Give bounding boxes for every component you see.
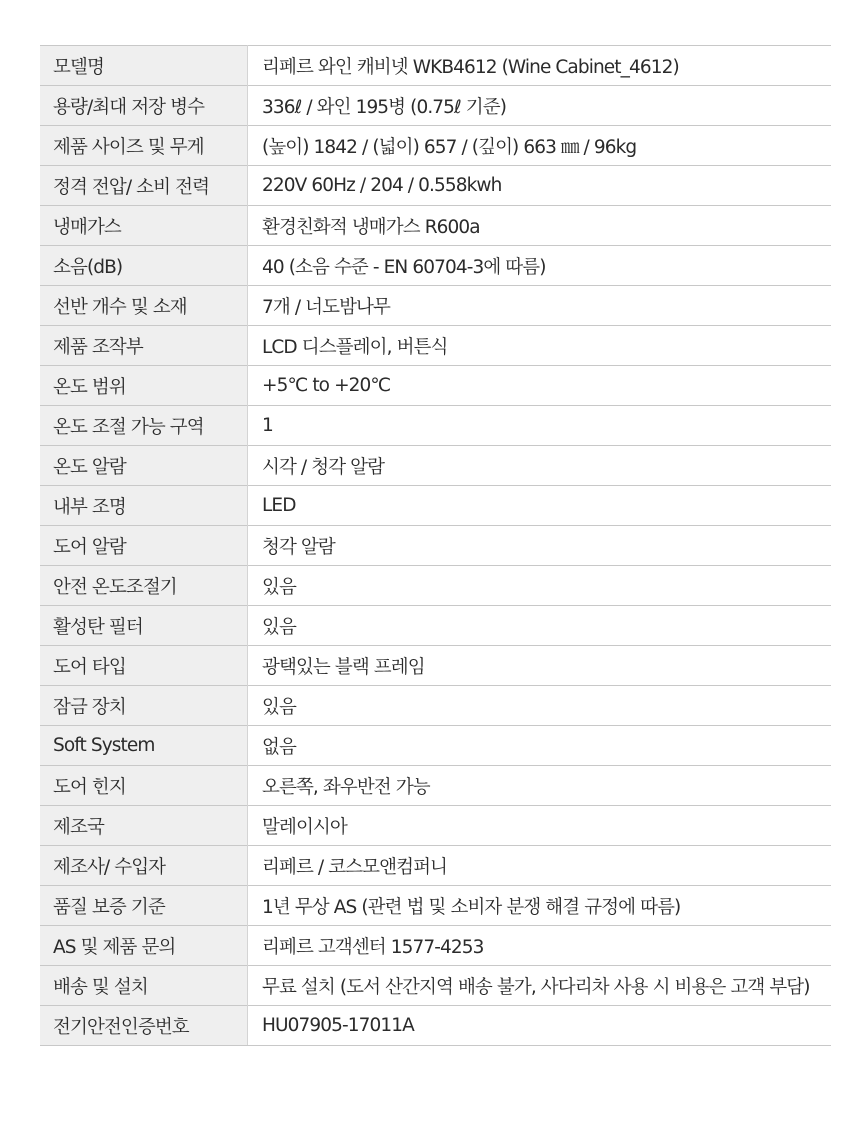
spec-label: 온도 조절 가능 구역 [40,406,248,446]
spec-value: 있음 [248,686,832,726]
spec-row [40,486,831,526]
spec-label: 온도 알람 [40,446,248,486]
spec-label: 온도 범위 [40,366,248,406]
spec-label: 안전 온도조절기 [40,566,248,606]
spec-value: 말레이시아 [248,806,832,846]
spec-row [40,966,831,1006]
spec-row [40,206,831,246]
spec-value: 있음 [248,606,832,646]
spec-value: 리페르 / 코스모앤컴퍼니 [248,846,832,886]
spec-row [40,886,831,926]
spec-value: LED [248,486,832,526]
spec-label: 제품 사이즈 및 무게 [40,126,248,166]
spec-row [40,606,831,646]
spec-value: 무료 설치 (도서 산간지역 배송 불가, 사다리차 사용 시 비용은 고객 부담) [248,966,832,1006]
spec-row [40,646,831,686]
spec-value: 광택있는 블랙 프레임 [248,646,832,686]
spec-value: HU07905-17011A [248,1006,832,1046]
spec-label: 배송 및 설치 [40,966,248,1006]
spec-row [40,686,831,726]
spec-label: AS 및 제품 문의 [40,926,248,966]
spec-label: 용량/최대 저장 병수 [40,86,248,126]
spec-label: 도어 타입 [40,646,248,686]
spec-label: Soft System [40,726,248,766]
spec-row [40,806,831,846]
spec-row [40,446,831,486]
spec-value: 없음 [248,726,832,766]
spec-value: LCD 디스플레이, 버튼식 [248,326,832,366]
spec-value: 오른쪽, 좌우반전 가능 [248,766,832,806]
spec-label: 활성탄 필터 [40,606,248,646]
spec-row [40,726,831,766]
spec-label: 품질 보증 기준 [40,886,248,926]
spec-row [40,766,831,806]
spec-value: 환경친화적 냉매가스 R600a [248,206,832,246]
spec-row [40,846,831,886]
spec-label: 제조사/ 수입자 [40,846,248,886]
spec-row [40,126,831,166]
spec-row [40,46,831,86]
spec-label: 소음(dB) [40,246,248,286]
spec-value: 시각 / 청각 알람 [248,446,832,486]
spec-value: 리페르 고객센터 1577-4253 [248,926,832,966]
spec-table-body [40,46,831,1046]
spec-label: 도어 힌지 [40,766,248,806]
spec-row [40,566,831,606]
spec-row [40,286,831,326]
spec-value: 1년 무상 AS (관련 법 및 소비자 분쟁 해결 규정에 따름) [248,886,832,926]
spec-label: 정격 전압/ 소비 전력 [40,166,248,206]
spec-label: 냉매가스 [40,206,248,246]
spec-label: 전기안전인증번호 [40,1006,248,1046]
spec-label: 내부 조명 [40,486,248,526]
spec-value: 7개 / 너도밤나무 [248,286,832,326]
spec-row [40,326,831,366]
spec-value: 리페르 와인 캐비넷 WKB4612 (Wine Cabinet_4612) [248,46,832,86]
spec-label: 선반 개수 및 소재 [40,286,248,326]
spec-label: 제조국 [40,806,248,846]
spec-label: 제품 조작부 [40,326,248,366]
spec-value: (높이) 1842 / (넓이) 657 / (깊이) 663 ㎜ / 96kg [248,126,832,166]
spec-value: 1 [248,406,832,446]
spec-row [40,926,831,966]
spec-label: 도어 알람 [40,526,248,566]
spec-row [40,406,831,446]
spec-value: 336ℓ / 와인 195병 (0.75ℓ 기준) [248,86,832,126]
spec-row [40,86,831,126]
spec-table [40,45,831,1046]
spec-value: +5℃ to +20℃ [248,366,832,406]
spec-value: 있음 [248,566,832,606]
spec-value: 청각 알람 [248,526,832,566]
spec-label: 모델명 [40,46,248,86]
spec-value: 40 (소음 수준 - EN 60704-3에 따름) [248,246,832,286]
spec-row [40,166,831,206]
spec-row [40,1006,831,1046]
spec-row [40,246,831,286]
spec-label: 잠금 장치 [40,686,248,726]
spec-value: 220V 60Hz / 204 / 0.558kwh [248,166,832,206]
spec-row [40,366,831,406]
spec-row [40,526,831,566]
